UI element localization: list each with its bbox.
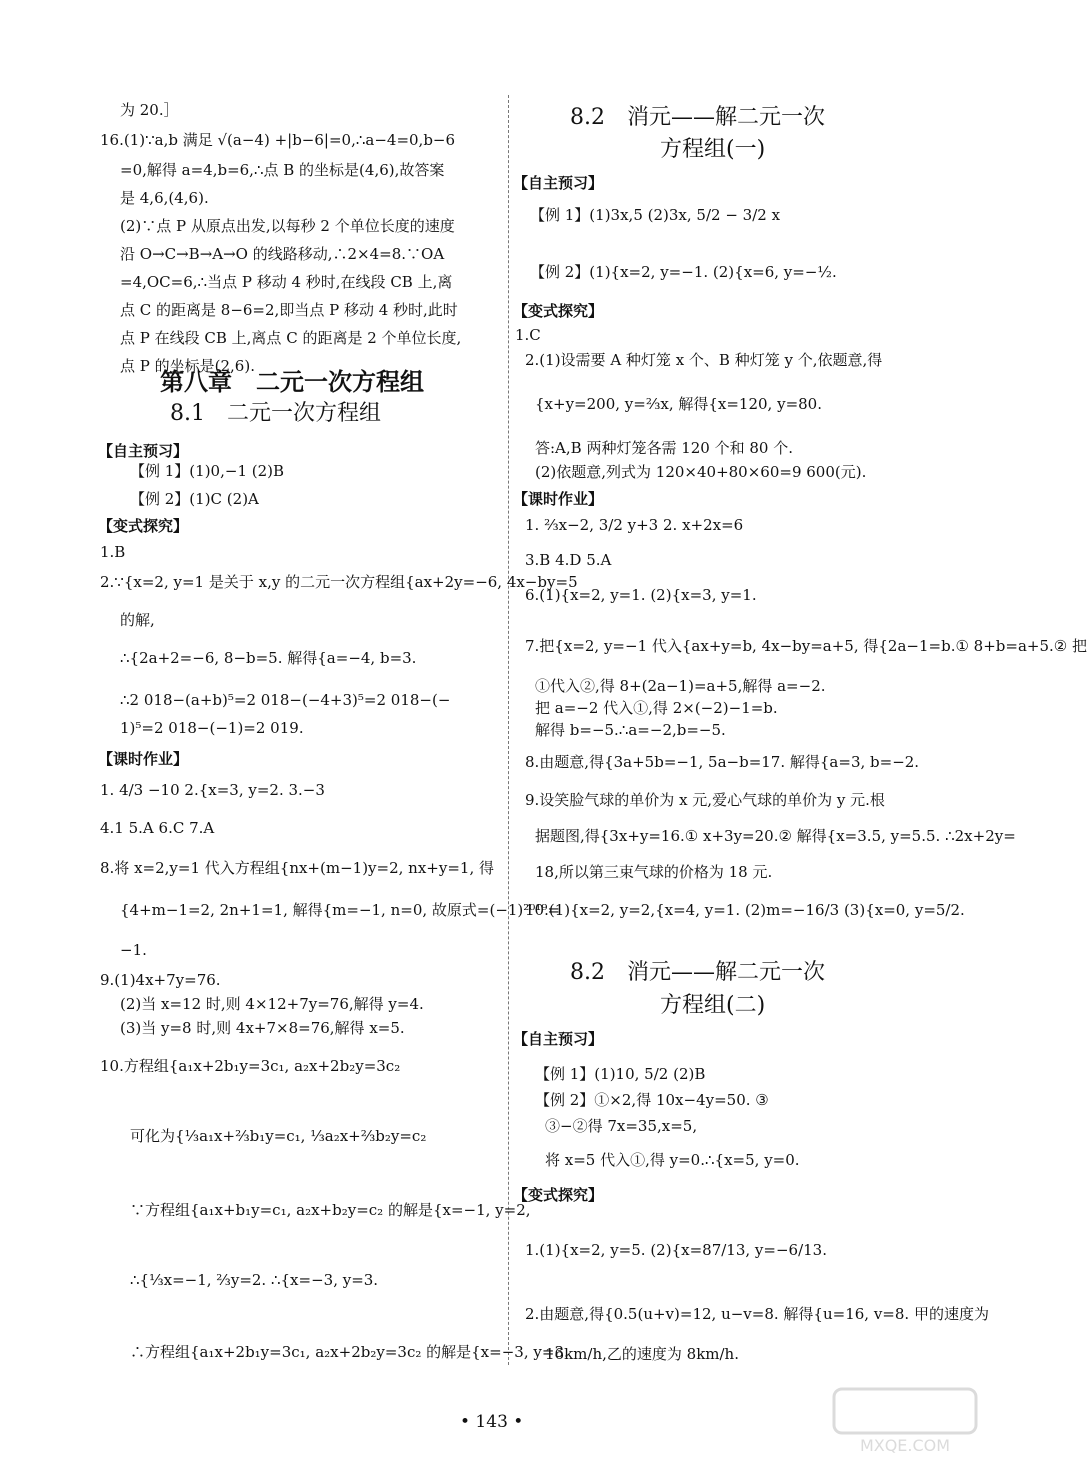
answer-line: 点 C 的距离是 8−6=2,即当点 P 移动 4 秒时,此时 — [120, 301, 458, 319]
answer-line: 9.(1)4x+7y=76. — [100, 971, 221, 989]
answer-line: 【例 1】(1)0,−1 (2)B — [130, 462, 285, 480]
answer-line: 解得 b=−5.∴a=−2,b=−5. — [535, 721, 726, 739]
answer-line: 是 4,6,(4,6). — [120, 189, 209, 207]
answer-line: ∴{2a+2=−6, 8−b=5. 解得{a=−4, b=3. — [120, 649, 417, 667]
answer-line: 8.由题意,得{3a+5b=−1, 5a−b=17. 解得{a=3, b=−2. — [525, 753, 920, 771]
answer-line: ∵方程组{a₁x+b₁y=c₁, a₂x+b₂y=c₂ 的解是{x=−1, y=2, — [130, 1201, 531, 1219]
answer-line: ∴2 018−(a+b)⁵=2 018−(−4+3)⁵=2 018−(− — [120, 691, 451, 709]
answer-line: 【例 1】(1)3x,5 (2)3x, 5/2 − 3/2 x — [530, 206, 781, 224]
answer-line: 2.∵{x=2, y=1 是关于 x,y 的二元一次方程组{ax+2y=−6, 4x−by=5 — [100, 573, 578, 591]
answer-line: (3)当 y=8 时,则 4x+7×8=76,解得 x=5. — [120, 1019, 405, 1037]
subsection-label: 【课时作业】 — [98, 750, 189, 768]
answer-line: {4+m−1=2, 2n+1=1, 解得{m=−1, n=0, 故原式=(−1)²⁰¹⁹= — [120, 901, 560, 919]
answer-line: =4,OC=6,∴当点 P 移动 4 秒时,在线段 CB 上,离 — [120, 273, 453, 291]
column-divider — [508, 95, 509, 1365]
section-heading: 8.2 消元——解二元一次 — [570, 960, 825, 985]
answer-line: 10.(1){x=2, y=2,{x=4, y=1. (2)m=−16/3 (3){x=0, y=5/2. — [525, 901, 965, 919]
answer-line: (2)依题意,列式为 120×40+80×60=9 600(元). — [535, 463, 867, 481]
answer-line: 【例 2】(1)C (2)A — [130, 490, 259, 508]
answer-line: ∴{⅓x=−1, ⅔y=2. ∴{x=−3, y=3. — [130, 1271, 379, 1289]
answer-line: 为 20.］ — [120, 101, 179, 119]
answer-line: 点 P 的坐标是(2,6). — [120, 357, 255, 375]
answer-line: 2.(1)设需要 A 种灯笼 x 个、B 种灯笼 y 个,依题意,得 — [525, 351, 883, 369]
answer-line: {x+y=200, y=⅔x, 解得{x=120, y=80. — [535, 395, 822, 413]
answer-line: −1. — [120, 941, 147, 959]
answer-line: 9.设笑脸气球的单价为 x 元,爱心气球的单价为 y 元.根 — [525, 791, 885, 809]
answer-line: 6.(1){x=2, y=1. (2){x=3, y=1. — [525, 586, 757, 604]
answer-line: 可化为{⅓a₁x+⅔b₁y=c₁, ⅓a₂x+⅔b₂y=c₂ — [130, 1127, 427, 1145]
section-heading: 第八章 二元一次方程组 — [160, 368, 424, 396]
subsection-label: 【自主预习】 — [513, 1030, 604, 1048]
answer-line: (2)当 x=12 时,则 4×12+7y=76,解得 y=4. — [120, 995, 424, 1013]
answer-line: 【例 2】①×2,得 10x−4y=50. ③ — [535, 1091, 769, 1109]
answer-line: (2)∵点 P 从原点出发,以每秒 2 个单位长度的速度 — [120, 217, 455, 235]
answer-line: 2.由题意,得{0.5(u+v)=12, u−v=8. 解得{u=16, v=8. 甲的速度为 — [525, 1305, 989, 1323]
answer-line: 8.将 x=2,y=1 代入方程组{nx+(m−1)y=2, nx+y=1, 得 — [100, 859, 494, 877]
answer-line: ∴方程组{a₁x+2b₁y=3c₁, a₂x+2b₂y=3c₂ 的解是{x=−3, y=3. — [130, 1343, 569, 1361]
section-heading: 方程组(二) — [660, 993, 766, 1018]
answer-line: 18,所以第三束气球的价格为 18 元. — [535, 863, 773, 881]
answer-line: 7.把{x=2, y=−1 代入{ax+y=b, 4x−by=a+5, 得{2a−1=b.① 8+b=a+5.② 把 — [525, 637, 1087, 655]
answer-line: 将 x=5 代入①,得 y=0.∴{x=5, y=0. — [545, 1151, 800, 1169]
answer-line: ①代入②,得 8+(2a−1)=a+5,解得 a=−2. — [535, 677, 826, 695]
answer-line: 【例 1】(1)10, 5/2 (2)B — [535, 1065, 706, 1083]
answer-line: 1)⁵=2 018−(−1)=2 019. — [120, 719, 304, 737]
answer-line: 16km/h,乙的速度为 8km/h. — [545, 1345, 739, 1363]
answer-line: 1.C — [515, 326, 541, 344]
answer-line: 1.(1){x=2, y=5. (2){x=87/13, y=−6/13. — [525, 1241, 827, 1259]
answer-line: 1.B — [100, 543, 126, 561]
answer-line: 沿 O→C→B→A→O 的线路移动,∴2×4=8.∵OA — [120, 245, 445, 263]
subsection-label: 【变式探究】 — [513, 1186, 604, 1204]
answer-line: 3.B 4.D 5.A — [525, 551, 612, 569]
answer-line: 16.(1)∵a,b 满足 √(a−4) +|b−6|=0,∴a−4=0,b−6 — [100, 131, 456, 149]
answer-line: 答:A,B 两种灯笼各需 120 个和 80 个. — [535, 439, 794, 457]
answer-line: 把 a=−2 代入①,得 2×(−2)−1=b. — [535, 699, 778, 717]
page-number: • 143 • — [460, 1412, 524, 1432]
answer-line: 据题图,得{3x+y=16.① x+3y=20.② 解得{x=3.5, y=5.5. ∴2x+2y= — [535, 827, 1016, 845]
answer-line: ③−②得 7x=35,x=5, — [545, 1117, 698, 1135]
answer-line: 1. ⅔x−2, 3/2 y+3 2. x+2x=6 — [525, 516, 744, 534]
answer-line: 点 P 在线段 CB 上,离点 C 的距离是 2 个单位长度, — [120, 329, 462, 347]
subsection-label: 【变式探究】 — [513, 302, 604, 320]
section-heading: 8.1 二元一次方程组 — [170, 401, 381, 426]
answer-line: 4.1 5.A 6.C 7.A — [100, 819, 215, 837]
subsection-label: 【自主预习】 — [98, 442, 189, 460]
section-heading: 8.2 消元——解二元一次 — [570, 105, 825, 130]
subsection-label: 【自主预习】 — [513, 174, 604, 192]
watermark-text: MXQE.COM — [859, 1436, 951, 1455]
answer-line: 的解, — [120, 611, 155, 629]
answer-line: =0,解得 a=4,b=6,∴点 B 的坐标是(4,6),故答案 — [120, 161, 445, 179]
answer-line: 10.方程组{a₁x+2b₁y=3c₁, a₂x+2b₂y=3c₂ — [100, 1057, 401, 1075]
subsection-label: 【课时作业】 — [513, 490, 604, 508]
answer-line: 1. 4/3 −10 2.{x=3, y=2. 3.−3 — [100, 781, 325, 799]
answer-line: 【例 2】(1){x=2, y=−1. (2){x=6, y=−½. — [530, 263, 837, 281]
section-heading: 方程组(一) — [660, 137, 766, 162]
watermark-logo — [830, 1385, 980, 1460]
subsection-label: 【变式探究】 — [98, 517, 189, 535]
